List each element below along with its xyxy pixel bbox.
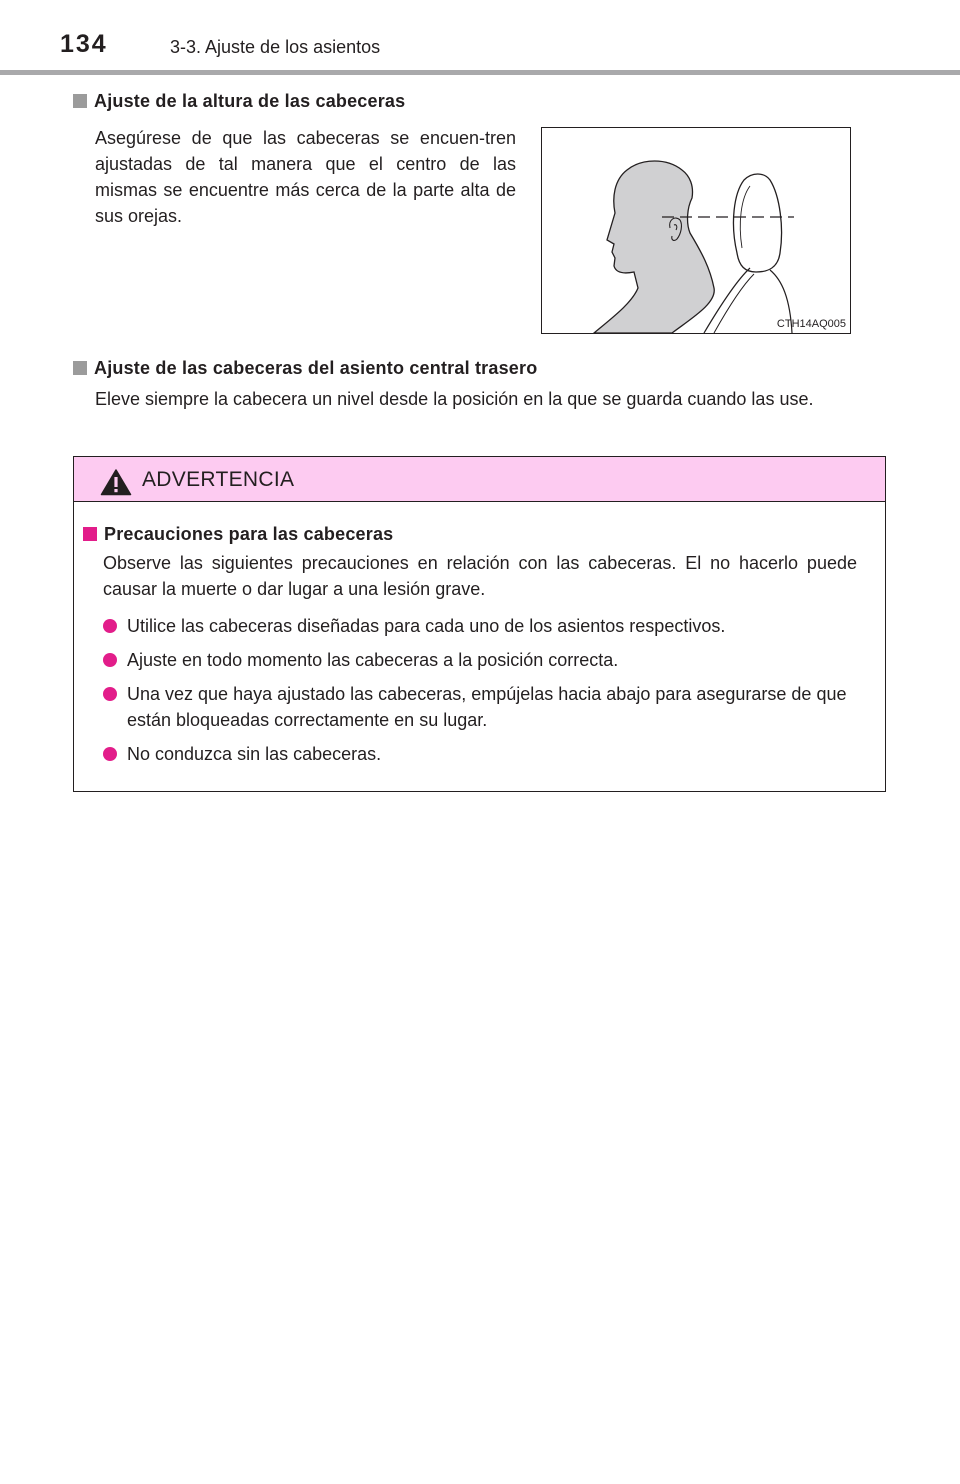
gray-square-bullet-icon (73, 361, 87, 375)
rear-center-headrest-heading: Ajuste de las cabeceras del asiento central trasero (73, 358, 537, 379)
pink-dot-icon (103, 747, 117, 761)
rear-center-headrest-text: Eleve siempre la cabecera un nivel desde la posición en la que se guarda cuando las use. (95, 389, 814, 409)
warning-bullet: No conduzca sin las cabeceras. (103, 741, 879, 767)
page-number: 134 (60, 30, 108, 58)
page-header (0, 0, 960, 76)
headrest-height-text: Asegúrese de que las cabeceras se encuen-tren ajustadas de tal manera que el centro de las mismas se encuentre más cerca de la parte alta de sus orejas. (95, 128, 516, 226)
header-divider (0, 70, 960, 75)
section-title: 3-3. Ajuste de los asientos (170, 37, 381, 57)
pink-dot-icon (103, 619, 117, 633)
warning-bullet: Utilice las cabeceras diseñadas para cada uno de los asientos respectivos. (103, 613, 879, 639)
warning-box (73, 456, 886, 792)
warning-bullet: Ajuste en todo momento las cabeceras a la posición correcta. (103, 647, 879, 673)
warning-text: Observe las siguientes precauciones en relación con las cabeceras. El no hacerlo puede causar la muerte o dar lugar a una lesión grave. (103, 553, 857, 599)
headrest-height-heading: Ajuste de la altura de las cabeceras (73, 91, 405, 112)
warning-heading: Precauciones para las cabeceras (83, 524, 393, 545)
pink-square-bullet-icon (83, 527, 97, 541)
pink-dot-icon (103, 653, 117, 667)
warning-title: ADVERTENCIA (142, 468, 295, 491)
head-and-headrest-drawing (542, 128, 851, 334)
headrest-illustration (541, 127, 851, 334)
figure-code: CTH14AQ005 (776, 318, 846, 330)
gray-square-bullet-icon (73, 94, 87, 108)
pink-dot-icon (103, 687, 117, 701)
warning-bullet: Una vez que haya ajustado las cabeceras, empújelas hacia abajo para asegurarse de que están bloqueadas correctamente en su lugar. (103, 681, 879, 733)
warning-header (74, 457, 885, 502)
warning-triangle-icon (100, 468, 132, 496)
